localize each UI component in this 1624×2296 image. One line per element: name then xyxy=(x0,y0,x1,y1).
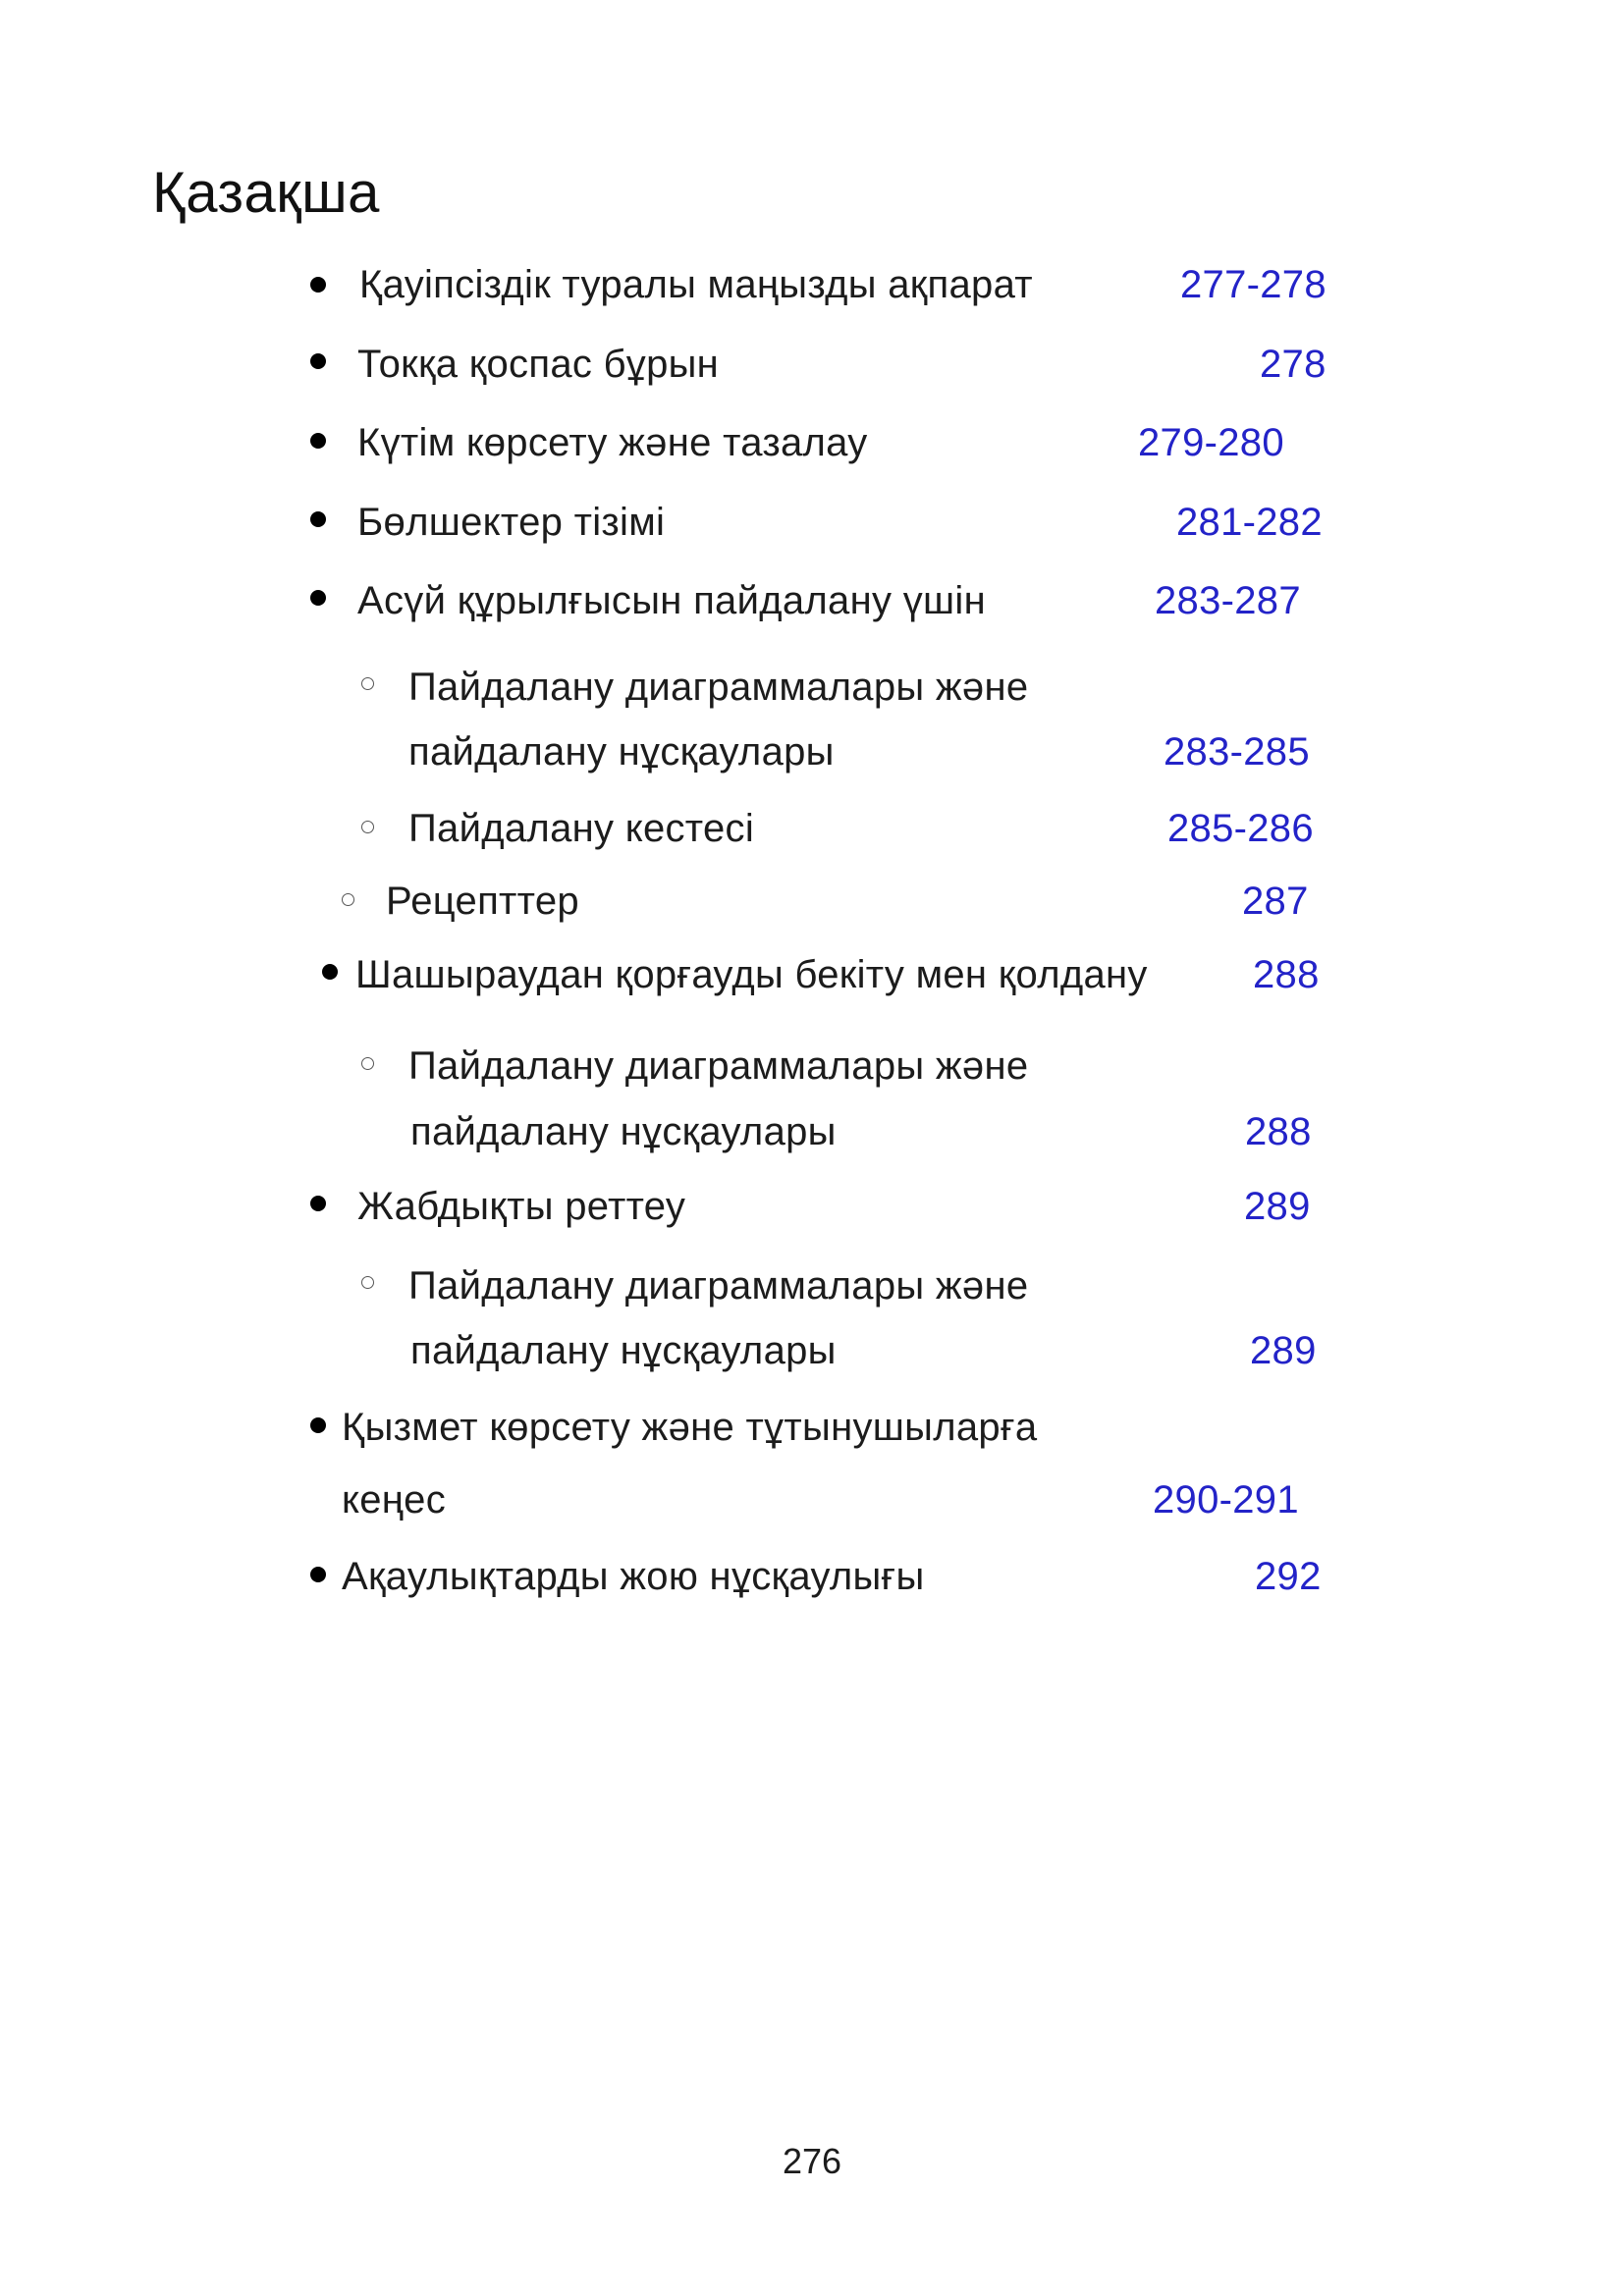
bullet-icon xyxy=(310,353,326,369)
toc-entry-using-appliance[interactable]: Асүй құрылғысын пайдалану үшін xyxy=(357,579,986,622)
toc-page-diagrams[interactable]: 283-285 xyxy=(1164,730,1310,774)
toc-subentry-diagrams-3-line1[interactable]: Пайдалану диаграммалары және xyxy=(408,1264,1029,1308)
bullet-icon xyxy=(310,1196,326,1211)
bullet-icon xyxy=(310,433,326,449)
toc-page-troubleshooting[interactable]: 292 xyxy=(1255,1555,1322,1598)
toc-page-diagrams-2[interactable]: 288 xyxy=(1245,1110,1312,1153)
sub-bullet-icon xyxy=(361,1057,374,1070)
bullet-icon xyxy=(310,1417,326,1433)
toc-page-usage-table[interactable]: 285-286 xyxy=(1167,807,1314,850)
toc-page-parts-list[interactable]: 281-282 xyxy=(1176,501,1323,544)
toc-entry-parts-list[interactable]: Бөлшектер тізімі xyxy=(357,501,666,544)
sub-bullet-icon xyxy=(342,893,354,906)
bullet-icon xyxy=(322,964,338,980)
toc-entry-service-line2[interactable]: кеңес xyxy=(342,1478,447,1522)
toc-subentry-diagrams-line2[interactable]: пайдалану нұсқаулары xyxy=(408,730,835,774)
toc-entry-service-line1[interactable]: Қызмет көрсету және тұтынушыларға xyxy=(342,1406,1038,1449)
toc-subentry-usage-table[interactable]: Пайдалану кестесі xyxy=(408,807,755,850)
toc-subentry-recipes[interactable]: Рецепттер xyxy=(386,880,579,923)
toc-page-before-use[interactable]: 278 xyxy=(1260,343,1326,386)
toc-subentry-diagrams-2-line1[interactable]: Пайдалану диаграммалары және xyxy=(408,1044,1029,1088)
page-heading: Қазақша xyxy=(152,161,380,225)
toc-entry-troubleshooting[interactable]: Ақаулықтарды жою нұсқаулығы xyxy=(342,1555,925,1598)
toc-subentry-diagrams-line1[interactable]: Пайдалану диаграммалары және xyxy=(408,666,1029,709)
toc-page-diagrams-3[interactable]: 289 xyxy=(1250,1329,1317,1372)
sub-bullet-icon xyxy=(361,1276,374,1289)
toc-page-recipes[interactable]: 287 xyxy=(1242,880,1309,923)
sub-bullet-icon xyxy=(361,677,374,690)
toc-page-splash-guard[interactable]: 288 xyxy=(1253,953,1320,996)
bullet-icon xyxy=(310,511,326,527)
toc-entry-splash-guard[interactable]: Шашыраудан қорғауды бекіту мен қолдану xyxy=(355,953,1148,996)
toc-page-adjust-equipment[interactable]: 289 xyxy=(1244,1185,1311,1228)
page-number: 276 xyxy=(782,2141,842,2181)
bullet-icon xyxy=(310,277,326,293)
bullet-icon xyxy=(310,590,326,606)
toc-subentry-diagrams-3-line2[interactable]: пайдалану нұсқаулары xyxy=(410,1329,837,1372)
toc-subentry-diagrams-2-line2[interactable]: пайдалану нұсқаулары xyxy=(410,1110,837,1153)
toc-entry-safety[interactable]: Қауіпсіздік туралы маңызды ақпарат xyxy=(359,263,1033,306)
sub-bullet-icon xyxy=(361,821,374,833)
toc-page-safety[interactable]: 277-278 xyxy=(1180,263,1326,306)
toc-entry-care-cleaning[interactable]: Күтім көрсету және тазалау xyxy=(357,421,868,464)
toc-page-service[interactable]: 290-291 xyxy=(1153,1478,1299,1522)
toc-entry-adjust-equipment[interactable]: Жабдықты реттеу xyxy=(357,1185,686,1228)
toc-page-care-cleaning[interactable]: 279-280 xyxy=(1138,421,1284,464)
bullet-icon xyxy=(310,1567,326,1582)
toc-entry-before-use[interactable]: Токқа қоспас бұрын xyxy=(357,343,720,386)
toc-page-using-appliance[interactable]: 283-287 xyxy=(1155,579,1301,622)
